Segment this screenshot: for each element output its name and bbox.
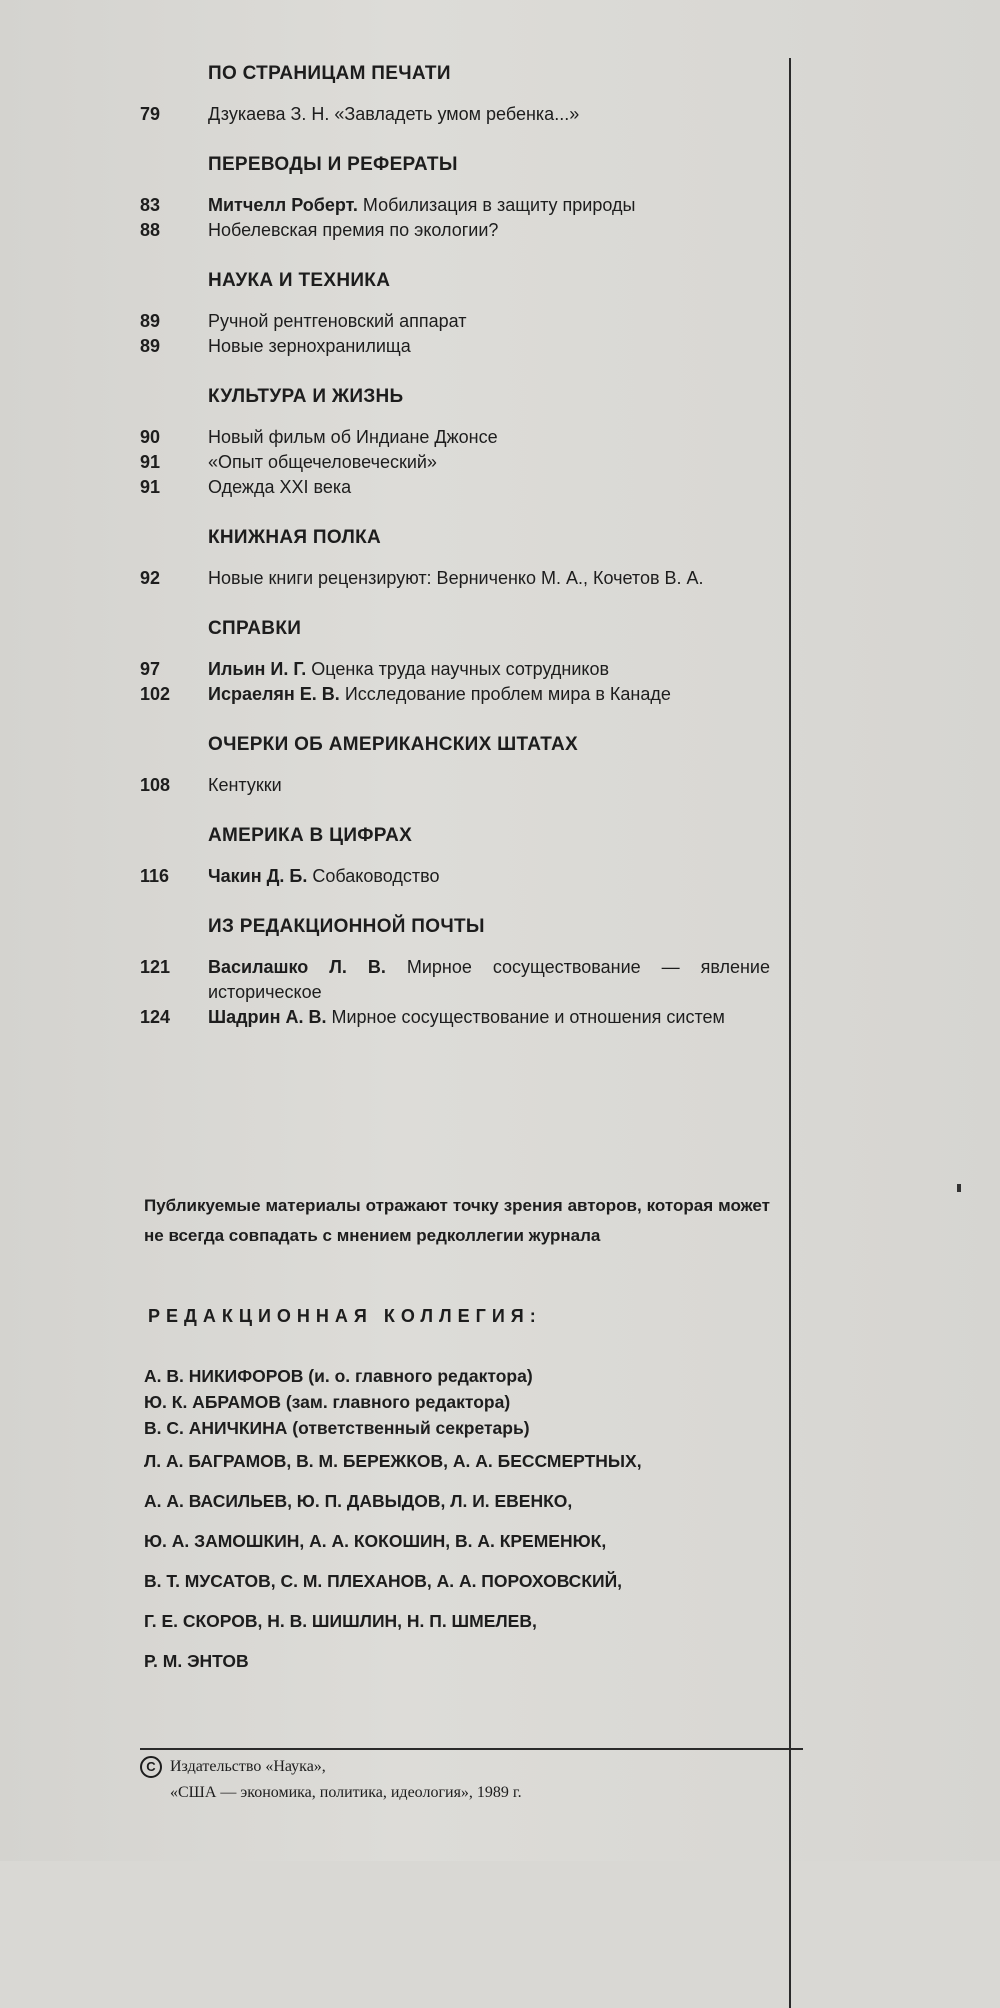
entry-title: Нобелевская премия по экологии? (208, 220, 499, 240)
page-number: 90 (140, 427, 161, 447)
entry-author: Исраелян Е. В. (208, 684, 340, 704)
toc-section (140, 269, 770, 359)
toc-section (140, 733, 770, 798)
entry-title: Новые зернохранилища (208, 336, 411, 356)
section-title: ПЕРЕВОДЫ И РЕФЕРАТЫ (208, 154, 458, 175)
toc-entry (140, 955, 770, 1005)
board-members-line: В. Т. МУСАТОВ, С. М. ПЛЕХАНОВ, А. А. ПОРОХОВСКИЙ, (144, 1571, 623, 1591)
entry-text (208, 193, 770, 218)
toc-entry (140, 193, 770, 218)
toc-entry (140, 773, 770, 798)
toc-section (140, 385, 770, 500)
entry-title: Мирное сосуществование — явление историческое (208, 957, 770, 1002)
toc-entry (140, 425, 770, 450)
entry-text (208, 425, 770, 450)
entry-text (208, 1005, 770, 1030)
toc-section (140, 824, 770, 889)
section-title: ПО СТРАНИЦАМ ПЕЧАТИ (208, 63, 451, 84)
entry-title: Новый фильм об Индиане Джонсе (208, 427, 498, 447)
margin-mark (957, 1184, 961, 1192)
board-officer: А. В. НИКИФОРОВ (и. о. главного редактора) (144, 1366, 533, 1386)
disclaimer-notice: Публикуемые материалы отражают точку зрения авторов, которая может не всегда совпадать с мнением редколлегии журнала (144, 1196, 770, 1245)
entry-author: Ильин И. Г. (208, 659, 307, 679)
toc-entry (140, 864, 770, 889)
entry-text (208, 955, 770, 1005)
toc-entry (140, 102, 770, 127)
entry-title: «Опыт общечеловеческий» (208, 452, 437, 472)
toc-section (140, 617, 770, 707)
section-title: НАУКА И ТЕХНИКА (208, 270, 391, 291)
vertical-rule (789, 58, 791, 2008)
editorial-board (144, 1363, 774, 1681)
copyright-line-1 (140, 1754, 790, 1780)
entry-title: Мобилизация в защиту природы (362, 195, 636, 215)
entry-text (208, 773, 770, 798)
toc-entry (140, 450, 770, 475)
entry-text (208, 218, 770, 243)
section-title: КУЛЬТУРА И ЖИЗНЬ (208, 386, 404, 407)
entry-text (208, 682, 770, 707)
page-number: 89 (140, 336, 161, 356)
entry-title: Дзукаева З. Н. «Завладеть умом ребенка...» (208, 104, 580, 124)
board-members-line: Ю. А. ЗАМОШКИН, А. А. КОКОШИН, В. А. КРЕМЕНЮК, (144, 1531, 607, 1551)
toc-entry (140, 657, 770, 682)
toc-section (140, 915, 770, 1030)
page-number: 124 (140, 1007, 171, 1027)
page-number: 108 (140, 775, 171, 795)
board-officer: Ю. К. АБРАМОВ (зам. главного редактора) (144, 1392, 511, 1412)
entry-title: Одежда XXI века (208, 477, 352, 497)
toc-section (140, 153, 770, 243)
entry-text (208, 102, 770, 127)
toc-entry (140, 475, 770, 500)
board-members-line: Л. А. БАГРАМОВ, В. М. БЕРЕЖКОВ, А. А. БЕССМЕРТНЫХ, (144, 1451, 642, 1471)
section-title: ОЧЕРКИ ОБ АМЕРИКАНСКИХ ШТАТАХ (208, 734, 579, 755)
toc-entry (140, 334, 770, 359)
entry-author: Чакин Д. Б. (208, 866, 308, 886)
page-number: 88 (140, 220, 161, 240)
page-number: 79 (140, 104, 161, 124)
entry-text (208, 566, 770, 591)
entry-title: Кентукки (208, 775, 282, 795)
entry-text (208, 864, 770, 889)
entry-author: Шадрин А. В. (208, 1007, 327, 1027)
entry-text (208, 657, 770, 682)
page-number: 89 (140, 311, 161, 331)
copyright-block (140, 1754, 790, 1806)
copyright-line-2: «США — экономика, политика, идеология», 1989 г. (170, 1784, 522, 1801)
section-title: СПРАВКИ (208, 618, 302, 639)
entry-author: Василашко Л. В. (208, 957, 386, 977)
toc-entry (140, 1005, 770, 1030)
toc-entry (140, 309, 770, 334)
publisher-text: Издательство «Наука», (170, 1758, 326, 1775)
editorial-board-title: РЕДАКЦИОННАЯ КОЛЛЕГИЯ: (148, 1306, 542, 1326)
section-title: ИЗ РЕДАКЦИОННОЙ ПОЧТЫ (208, 916, 485, 937)
page-number: 91 (140, 477, 161, 497)
board-members-line: А. А. ВАСИЛЬЕВ, Ю. П. ДАВЫДОВ, Л. И. ЕВЕНКО, (144, 1491, 573, 1511)
entry-text (208, 309, 770, 334)
entry-title: Исследование проблем мира в Канаде (344, 684, 671, 704)
entry-text (208, 334, 770, 359)
page-number: 121 (140, 957, 171, 977)
entry-title: Собаководство (312, 866, 440, 886)
copyright-icon: C (140, 1756, 162, 1778)
table-of-contents (140, 62, 770, 1056)
board-members-line: Р. М. ЭНТОВ (144, 1651, 249, 1671)
entry-author: Митчелл Роберт. (208, 195, 358, 215)
section-title: АМЕРИКА В ЦИФРАХ (208, 825, 413, 846)
page-number: 83 (140, 195, 161, 215)
entry-title: Ручной рентгеновский аппарат (208, 311, 467, 331)
board-members-line: Г. Е. СКОРОВ, Н. В. ШИШЛИН, Н. П. ШМЕЛЕВ, (144, 1611, 537, 1631)
entry-title: Новые книги рецензируют: Верниченко М. А., Кочетов В. А. (208, 568, 704, 588)
entry-title: Оценка труда научных сотрудников (311, 659, 610, 679)
page-number: 97 (140, 659, 161, 679)
entry-title: Мирное сосуществование и отношения систем (331, 1007, 725, 1027)
page-number: 116 (140, 866, 170, 886)
toc-section (140, 526, 770, 591)
toc-entry (140, 218, 770, 243)
horizontal-rule (140, 1748, 803, 1750)
section-title: КНИЖНАЯ ПОЛКА (208, 527, 382, 548)
page-number: 92 (140, 568, 161, 588)
entry-text (208, 450, 770, 475)
page-number: 91 (140, 452, 161, 472)
toc-entry (140, 566, 770, 591)
toc-entry (140, 682, 770, 707)
board-officer: В. С. АНИЧКИНА (ответственный секретарь) (144, 1418, 530, 1438)
toc-section (140, 62, 770, 127)
page-number: 102 (140, 684, 171, 704)
entry-text (208, 475, 770, 500)
